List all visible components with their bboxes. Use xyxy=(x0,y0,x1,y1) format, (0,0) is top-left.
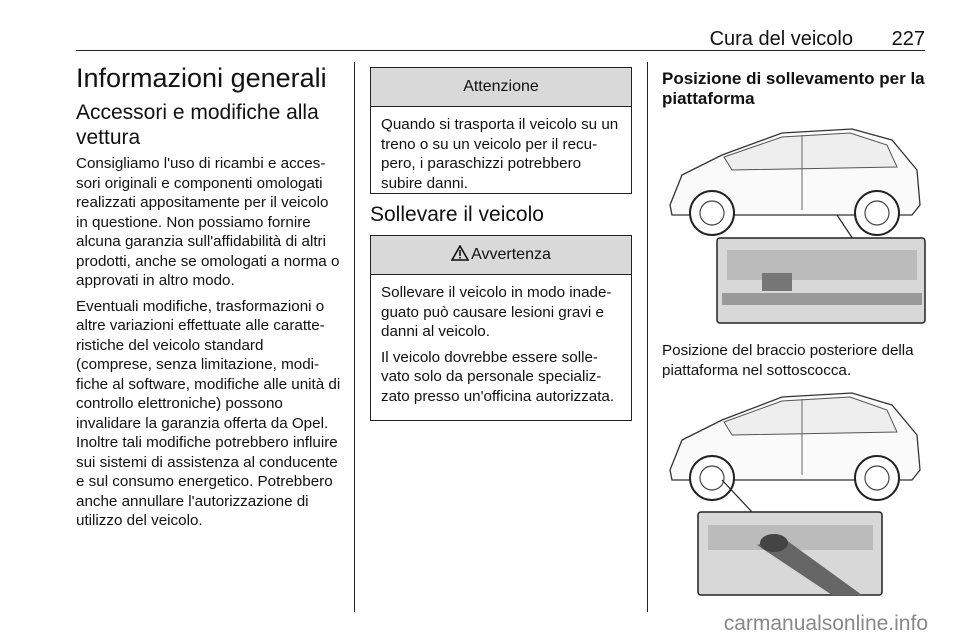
section-title-platform: Posizione di sollevamento per la piattaforma xyxy=(662,69,925,108)
warning-heading-bar xyxy=(371,236,631,275)
attention-box xyxy=(370,67,632,194)
attention-heading: Attenzione xyxy=(371,68,631,107)
warning-heading: Avvertenza xyxy=(471,246,551,263)
column-divider-left xyxy=(354,62,355,612)
chapter-title: Cura del veicolo xyxy=(709,28,853,50)
page-number: 227 xyxy=(891,28,925,50)
figure-caption: Posizione del braccio posteriore della piattaforma nel sottoscocca. xyxy=(662,342,914,379)
warning-triangle-icon xyxy=(451,245,469,261)
column-right-title xyxy=(662,69,928,113)
paragraph-modifications: Eventuali modifiche, trasformazioni o altre variazioni effettuate alle caratteristiche del veicolo standard (comprese, senza limitazione, modifiche al software, modifiche alle unità di controllo elettroniche) possono invalidare la garanzia offerta da Opel. Inoltre tali modifiche potrebbero influire sui sistemi di assistenza al conducente e sul consumo energetico. Potrebbero anche annullare l'autorizzazione di utilizzo del veicolo. xyxy=(76,297,341,529)
subsection-title-accessories: Accessori e modifiche alla vettura xyxy=(76,101,319,149)
warning-text-2: Il veicolo dovrebbe essere sollevato solo da personale specializzato presso un'officina autorizzata. xyxy=(381,348,615,405)
car-lift-figure-bottom xyxy=(662,385,926,597)
warning-box xyxy=(370,235,632,421)
column-divider-right xyxy=(647,62,648,612)
car-lift-figure-top xyxy=(662,115,926,325)
page-header xyxy=(76,26,925,51)
watermark: carmanualsonline.info xyxy=(723,612,928,635)
attention-text: Quando si trasporta il veicolo su un treno o su un veicolo per il recupero, i paraschizzi potrebbero subire danni. xyxy=(381,116,619,192)
paragraph-accessories: Consigliamo l'uso di ricambi e accessori originali e componenti omologati realizzati appositamente per il veicolo in questione. Non possiamo fornire alcuna garanzia sull'affidabilità di altri prodotti, anche se omologati a norma o approvati in altro modo. xyxy=(76,155,340,289)
warning-text-1: Sollevare il veicolo in modo inadeguato può causare lesioni gravi e danni al veicolo. xyxy=(381,284,612,340)
column-left xyxy=(76,62,342,537)
section-title-lift: Sollevare il veicolo xyxy=(370,203,544,226)
section-title-general: Informazioni generali xyxy=(76,63,327,93)
